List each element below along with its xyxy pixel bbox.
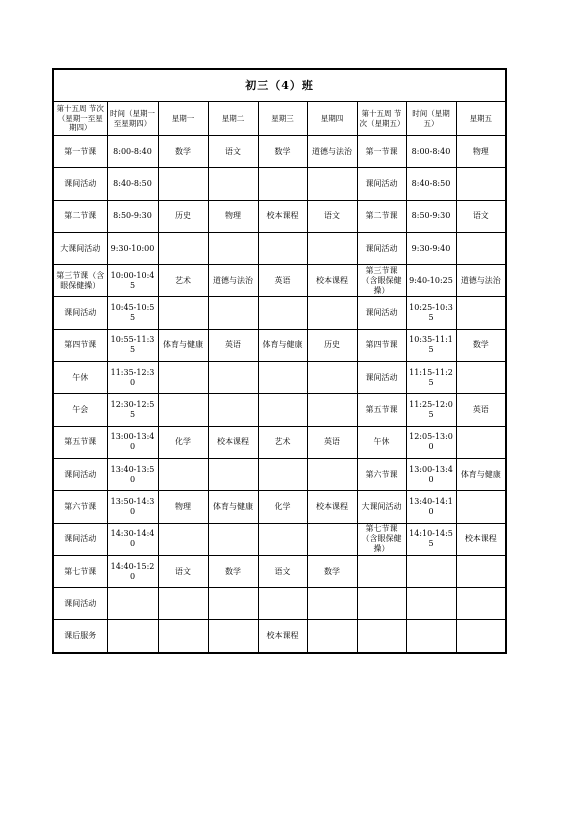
thursday-subject-cell xyxy=(307,458,357,490)
monday-subject-cell: 艺术 xyxy=(158,265,208,297)
friday-time-cell: 9:40-10:25 xyxy=(406,265,456,297)
friday-subject-cell: 道德与法治 xyxy=(456,265,506,297)
monday-subject-cell: 物理 xyxy=(158,491,208,523)
period-cell: 午休 xyxy=(53,362,107,394)
wednesday-subject-cell: 校本课程 xyxy=(258,200,307,232)
thursday-subject-cell: 语文 xyxy=(307,200,357,232)
monday-subject-cell xyxy=(158,523,208,555)
friday-subject-cell: 数学 xyxy=(456,329,506,361)
period-cell: 课间活动 xyxy=(53,588,107,620)
friday-period-cell: 第一节课 xyxy=(357,136,406,168)
wednesday-subject-cell: 语文 xyxy=(258,555,307,587)
friday-time-cell: 10:25-10:35 xyxy=(406,297,456,329)
friday-period-cell: 课间活动 xyxy=(357,232,406,264)
monday-subject-cell: 历史 xyxy=(158,200,208,232)
period-cell: 第二节课 xyxy=(53,200,107,232)
wednesday-subject-cell: 化学 xyxy=(258,491,307,523)
thursday-subject-cell xyxy=(307,588,357,620)
tuesday-subject-cell xyxy=(208,523,258,555)
monday-subject-cell xyxy=(158,394,208,426)
friday-period-cell xyxy=(357,620,406,653)
period-cell: 课间活动 xyxy=(53,168,107,200)
table-row xyxy=(53,588,506,620)
thursday-subject-cell: 道德与法治 xyxy=(307,136,357,168)
thursday-subject-cell: 英语 xyxy=(307,426,357,458)
table-row xyxy=(53,620,506,653)
friday-period-cell: 第五节课 xyxy=(357,394,406,426)
friday-time-cell: 11:25-12:05 xyxy=(406,394,456,426)
column-header-friday-time: 时间（星期五） xyxy=(406,102,456,136)
time-cell: 11:35-12:30 xyxy=(107,362,158,394)
thursday-subject-cell xyxy=(307,362,357,394)
table-row xyxy=(53,200,506,232)
period-cell: 第五节课 xyxy=(53,426,107,458)
friday-time-cell xyxy=(406,588,456,620)
table-row xyxy=(53,362,506,394)
friday-period-cell: 第四节课 xyxy=(357,329,406,361)
time-cell: 8:50-9:30 xyxy=(107,200,158,232)
friday-period-cell: 第三节课（含眼保健操） xyxy=(357,265,406,297)
time-cell: 13:40-13:50 xyxy=(107,458,158,490)
thursday-subject-cell xyxy=(307,297,357,329)
friday-subject-cell xyxy=(456,297,506,329)
tuesday-subject-cell xyxy=(208,297,258,329)
table-row xyxy=(53,329,506,361)
time-cell: 10:00-10:45 xyxy=(107,265,158,297)
friday-subject-cell xyxy=(456,588,506,620)
class-title: 初三（4）班 xyxy=(53,69,506,102)
friday-time-cell xyxy=(406,620,456,653)
monday-subject-cell: 化学 xyxy=(158,426,208,458)
friday-period-cell xyxy=(357,588,406,620)
time-cell: 10:55-11:35 xyxy=(107,329,158,361)
tuesday-subject-cell: 体育与健康 xyxy=(208,491,258,523)
friday-time-cell: 12:05-13:00 xyxy=(406,426,456,458)
column-header-wednesday: 星期三 xyxy=(258,102,307,136)
tuesday-subject-cell: 英语 xyxy=(208,329,258,361)
time-cell: 8:00-8:40 xyxy=(107,136,158,168)
friday-time-cell: 13:40-14:10 xyxy=(406,491,456,523)
table-row xyxy=(53,265,506,297)
friday-subject-cell: 校本课程 xyxy=(456,523,506,555)
tuesday-subject-cell xyxy=(208,168,258,200)
tuesday-subject-cell xyxy=(208,620,258,653)
thursday-subject-cell xyxy=(307,232,357,264)
friday-period-cell: 课间活动 xyxy=(357,362,406,394)
tuesday-subject-cell xyxy=(208,394,258,426)
wednesday-subject-cell xyxy=(258,523,307,555)
friday-period-cell: 第七节课（含眼保健操） xyxy=(357,523,406,555)
period-cell: 课间活动 xyxy=(53,523,107,555)
wednesday-subject-cell xyxy=(258,458,307,490)
timetable xyxy=(52,68,507,654)
friday-time-cell xyxy=(406,555,456,587)
monday-subject-cell xyxy=(158,168,208,200)
friday-time-cell: 9:30-9:40 xyxy=(406,232,456,264)
period-cell: 第七节课 xyxy=(53,555,107,587)
wednesday-subject-cell xyxy=(258,168,307,200)
friday-subject-cell: 体育与健康 xyxy=(456,458,506,490)
tuesday-subject-cell: 校本课程 xyxy=(208,426,258,458)
tuesday-subject-cell xyxy=(208,588,258,620)
friday-subject-cell: 物理 xyxy=(456,136,506,168)
header-row xyxy=(53,102,506,136)
period-cell: 第六节课 xyxy=(53,491,107,523)
column-header-friday: 星期五 xyxy=(456,102,506,136)
friday-subject-cell xyxy=(456,426,506,458)
friday-time-cell: 11:15-11:25 xyxy=(406,362,456,394)
table-row xyxy=(53,523,506,555)
wednesday-subject-cell: 体育与健康 xyxy=(258,329,307,361)
period-cell: 第一节课 xyxy=(53,136,107,168)
table-row xyxy=(53,491,506,523)
friday-subject-cell: 语文 xyxy=(456,200,506,232)
period-cell: 课间活动 xyxy=(53,297,107,329)
friday-time-cell: 8:50-9:30 xyxy=(406,200,456,232)
monday-subject-cell xyxy=(158,458,208,490)
monday-subject-cell xyxy=(158,620,208,653)
friday-period-cell xyxy=(357,555,406,587)
friday-period-cell: 大课间活动 xyxy=(357,491,406,523)
time-cell: 14:30-14:40 xyxy=(107,523,158,555)
column-header-monday: 星期一 xyxy=(158,102,208,136)
wednesday-subject-cell xyxy=(258,297,307,329)
time-cell: 12:30-12:55 xyxy=(107,394,158,426)
wednesday-subject-cell: 艺术 xyxy=(258,426,307,458)
tuesday-subject-cell: 语文 xyxy=(208,136,258,168)
friday-period-cell: 课间活动 xyxy=(357,168,406,200)
monday-subject-cell: 语文 xyxy=(158,555,208,587)
table-row xyxy=(53,297,506,329)
wednesday-subject-cell xyxy=(258,362,307,394)
monday-subject-cell: 体育与健康 xyxy=(158,329,208,361)
column-header-time: 时间（星期一至星期四） xyxy=(107,102,158,136)
time-cell: 8:40-8:50 xyxy=(107,168,158,200)
time-cell xyxy=(107,620,158,653)
thursday-subject-cell: 校本课程 xyxy=(307,491,357,523)
time-cell: 13:50-14:30 xyxy=(107,491,158,523)
table-row xyxy=(53,168,506,200)
thursday-subject-cell: 数学 xyxy=(307,555,357,587)
monday-subject-cell xyxy=(158,232,208,264)
tuesday-subject-cell xyxy=(208,232,258,264)
friday-subject-cell xyxy=(456,491,506,523)
column-header-friday-period: 第十五周 节次（星期五） xyxy=(357,102,406,136)
table-row xyxy=(53,458,506,490)
wednesday-subject-cell xyxy=(258,232,307,264)
period-cell: 课间活动 xyxy=(53,458,107,490)
wednesday-subject-cell xyxy=(258,588,307,620)
period-cell: 课后服务 xyxy=(53,620,107,653)
period-cell: 午会 xyxy=(53,394,107,426)
friday-time-cell: 10:35-11:15 xyxy=(406,329,456,361)
period-cell: 第四节课 xyxy=(53,329,107,361)
thursday-subject-cell xyxy=(307,523,357,555)
friday-time-cell: 14:10-14:55 xyxy=(406,523,456,555)
time-cell xyxy=(107,588,158,620)
friday-subject-cell: 英语 xyxy=(456,394,506,426)
friday-subject-cell xyxy=(456,620,506,653)
wednesday-subject-cell xyxy=(258,394,307,426)
friday-time-cell: 8:00-8:40 xyxy=(406,136,456,168)
monday-subject-cell xyxy=(158,297,208,329)
tuesday-subject-cell: 数学 xyxy=(208,555,258,587)
title-row xyxy=(53,69,506,102)
tuesday-subject-cell: 道德与法治 xyxy=(208,265,258,297)
column-header-period: 第十五周 节次（星期一至星期四） xyxy=(53,102,107,136)
table-row xyxy=(53,394,506,426)
table-row xyxy=(53,555,506,587)
tuesday-subject-cell: 物理 xyxy=(208,200,258,232)
friday-time-cell: 8:40-8:50 xyxy=(406,168,456,200)
friday-subject-cell xyxy=(456,362,506,394)
wednesday-subject-cell: 数学 xyxy=(258,136,307,168)
wednesday-subject-cell: 校本课程 xyxy=(258,620,307,653)
time-cell: 13:00-13:40 xyxy=(107,426,158,458)
monday-subject-cell: 数学 xyxy=(158,136,208,168)
thursday-subject-cell xyxy=(307,168,357,200)
friday-period-cell: 第二节课 xyxy=(357,200,406,232)
table-row xyxy=(53,426,506,458)
thursday-subject-cell: 历史 xyxy=(307,329,357,361)
monday-subject-cell xyxy=(158,362,208,394)
friday-period-cell: 午休 xyxy=(357,426,406,458)
thursday-subject-cell xyxy=(307,620,357,653)
tuesday-subject-cell xyxy=(208,362,258,394)
friday-time-cell: 13:00-13:40 xyxy=(406,458,456,490)
column-header-tuesday: 星期二 xyxy=(208,102,258,136)
monday-subject-cell xyxy=(158,588,208,620)
table-row xyxy=(53,232,506,264)
thursday-subject-cell: 校本课程 xyxy=(307,265,357,297)
period-cell: 第三节课（含眼保健操） xyxy=(53,265,107,297)
table-row xyxy=(53,136,506,168)
friday-subject-cell xyxy=(456,232,506,264)
friday-subject-cell xyxy=(456,168,506,200)
period-cell: 大课间活动 xyxy=(53,232,107,264)
thursday-subject-cell xyxy=(307,394,357,426)
friday-period-cell: 第六节课 xyxy=(357,458,406,490)
friday-subject-cell xyxy=(456,555,506,587)
column-header-thursday: 星期四 xyxy=(307,102,357,136)
friday-period-cell: 课间活动 xyxy=(357,297,406,329)
wednesday-subject-cell: 英语 xyxy=(258,265,307,297)
tuesday-subject-cell xyxy=(208,458,258,490)
time-cell: 10:45-10:55 xyxy=(107,297,158,329)
time-cell: 14:40-15:20 xyxy=(107,555,158,587)
time-cell: 9:30-10:00 xyxy=(107,232,158,264)
